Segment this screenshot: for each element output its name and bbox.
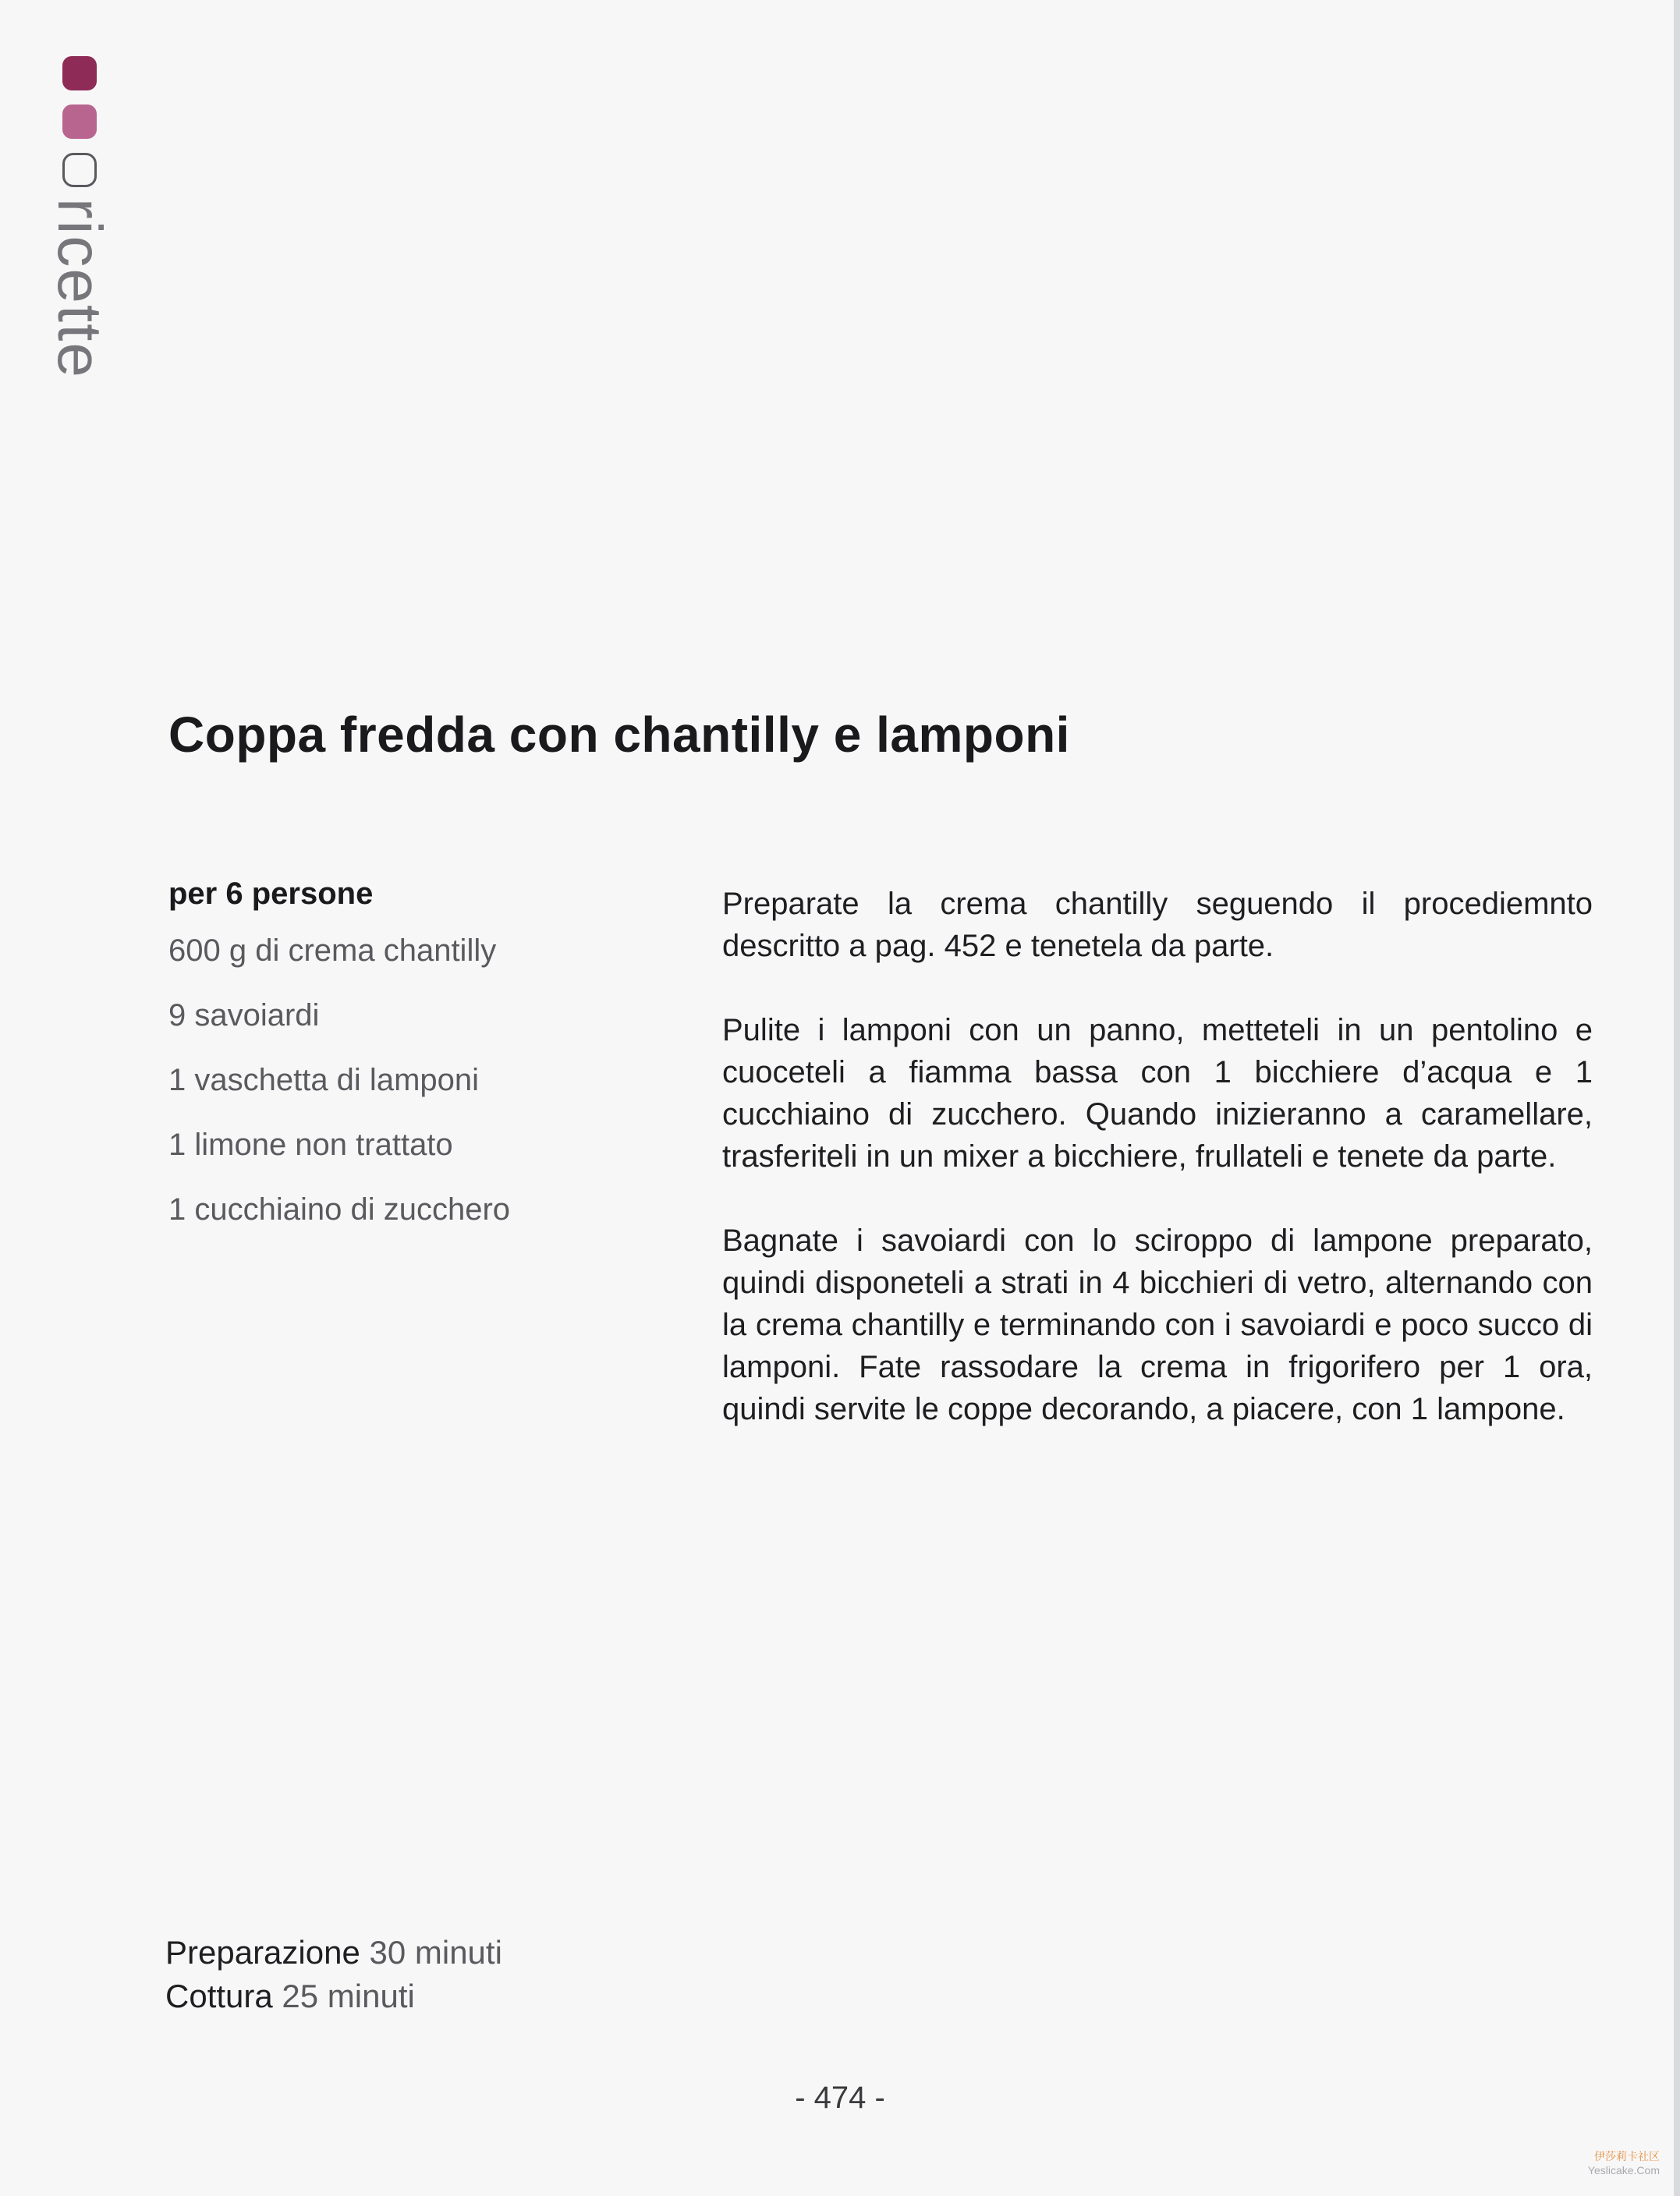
recipe-title: Coppa fredda con chantilly e lamponi xyxy=(168,707,1070,763)
ingredient-item: 1 limone non trattato xyxy=(168,1128,453,1162)
method-paragraph: Bagnate i savoiardi con lo sciroppo di lampone preparato, quindi disponeteli a strati in 4 bicchieri di vetro, alternando con la crema chantilly e terminando con i savoiardi e poco succo di lamponi. Fate rassodare la crema in frigorifero per 1 ora, quindi servite le coppe decorando, a piacere, con 1 lampone. xyxy=(722,1224,1593,1426)
watermark xyxy=(1588,2149,1660,2177)
cook-time-value: 25 minuti xyxy=(282,1978,415,2014)
ingredients-list xyxy=(168,877,668,1256)
timing-info xyxy=(165,1931,502,2018)
prep-time-value: 30 minuti xyxy=(369,1934,502,1971)
section-label: ricette xyxy=(45,198,115,379)
ingredient-item: 1 cucchiaino di zucchero xyxy=(168,1192,511,1227)
method-text xyxy=(722,883,1593,1472)
servings-heading: per 6 persone xyxy=(168,877,374,911)
page-number: - 474 - xyxy=(795,2081,885,2115)
section-tab xyxy=(45,56,115,462)
ingredient-item: 1 vaschetta di lamponi xyxy=(168,1063,480,1097)
cook-time xyxy=(165,1975,502,2018)
ingredient-item: 9 savoiardi xyxy=(168,998,320,1032)
prep-time-label: Preparazione xyxy=(165,1934,360,1971)
section-marker-filled-1 xyxy=(62,56,97,90)
section-marker-filled-2 xyxy=(62,104,97,139)
section-marker-outline xyxy=(62,153,97,187)
method-paragraph: Pulite i lamponi con un panno, metteteli in un pentolino e cuoceteli a fiamma bassa con 1 bicchiere d’acqua e 1 cucchiaino di zucchero. Quando inizieranno a caramellare, trasferiteli in un mixer a bicchiere, frullateli e tenete da parte. xyxy=(722,1013,1593,1174)
method-paragraph: Preparate la crema chantilly seguendo il procediemnto descritto a pag. 452 e tenetela da parte. xyxy=(722,887,1593,963)
watermark-logo-text: 伊莎莉卡社区 xyxy=(1594,2150,1660,2162)
ingredient-item: 600 g di crema chantilly xyxy=(168,933,497,968)
cook-time-label: Cottura xyxy=(165,1978,273,2014)
prep-time xyxy=(165,1931,502,1975)
watermark-url: Yeslicake.Com xyxy=(1587,2164,1660,2177)
page-edge xyxy=(1674,0,1680,2196)
